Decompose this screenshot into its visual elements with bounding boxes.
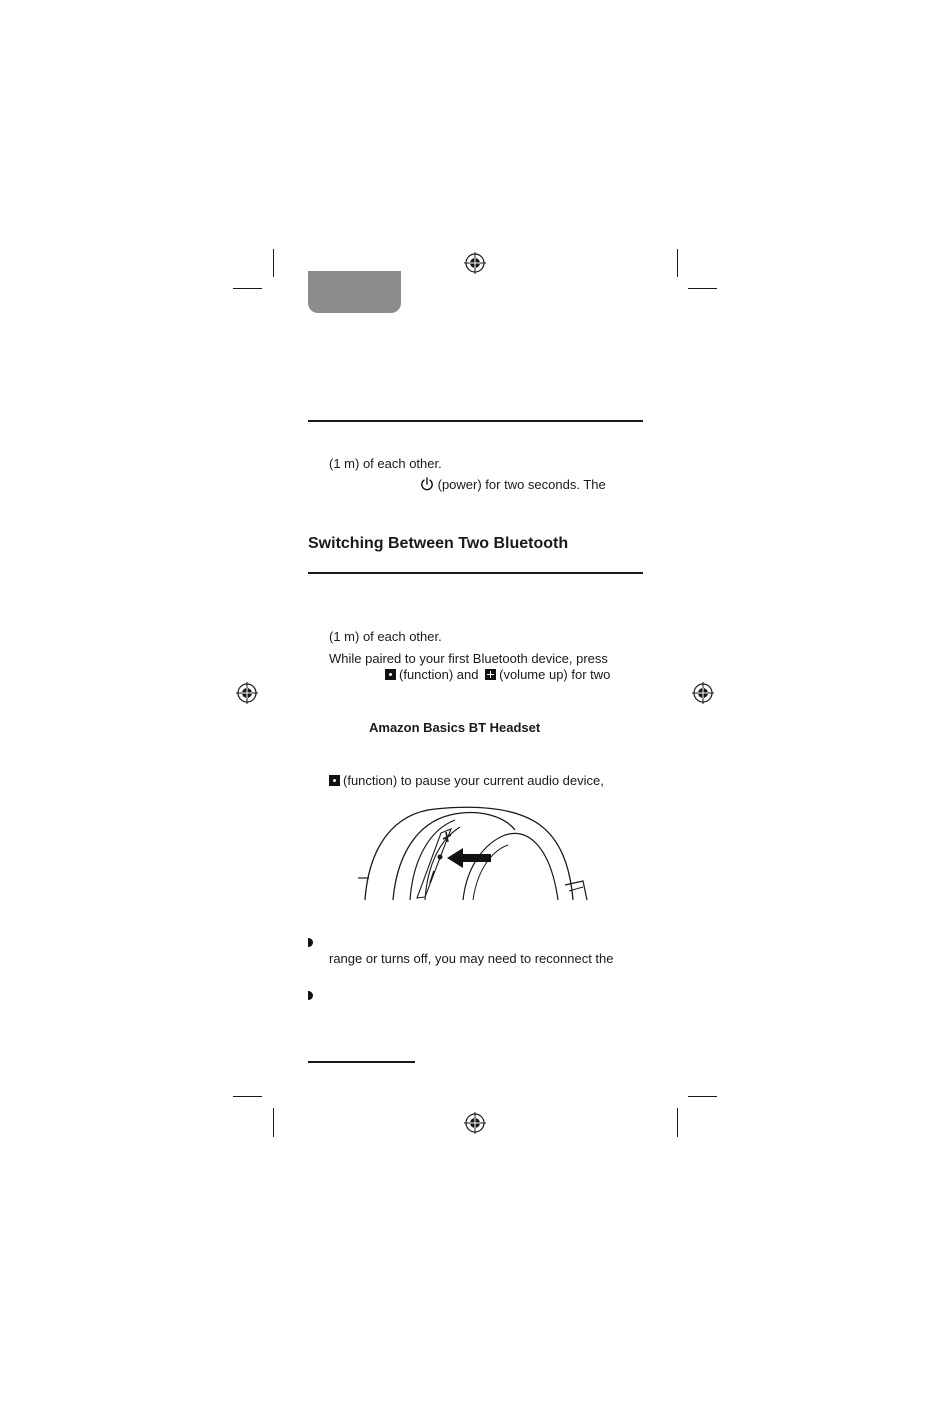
section-rule <box>308 572 643 574</box>
power-instruction: (power) for two seconds. The <box>437 477 606 492</box>
footer-rule <box>308 1061 415 1063</box>
page-tab <box>308 271 401 313</box>
body-text-line <box>329 773 604 789</box>
registration-mark-icon <box>464 1112 486 1134</box>
crop-mark <box>688 1096 717 1097</box>
body-text-line <box>385 667 610 683</box>
note-bullet-icon <box>308 938 313 947</box>
note-bullet-icon <box>308 991 313 1000</box>
volume-up-button-icon <box>485 669 496 680</box>
function-button-icon <box>385 669 396 680</box>
crop-mark <box>688 288 717 289</box>
registration-mark-icon <box>236 682 258 704</box>
crop-mark <box>233 288 262 289</box>
crop-mark <box>233 1096 262 1097</box>
function-pause-text: (function) to pause your current audio device, <box>343 773 604 788</box>
note-text-line: range or turns off, you may need to reconnect the <box>329 951 614 966</box>
headset-illustration <box>355 805 600 902</box>
crop-mark <box>677 1108 678 1137</box>
registration-mark-icon <box>464 252 486 274</box>
power-icon <box>420 477 434 491</box>
crop-mark <box>677 249 678 277</box>
volume-up-label: (volume up) for two <box>499 667 611 682</box>
section-heading: Switching Between Two Bluetooth <box>308 535 569 552</box>
registration-mark-icon <box>692 682 714 704</box>
body-text-line <box>420 477 606 493</box>
function-label: (function) and <box>399 667 479 682</box>
crop-mark <box>273 249 274 277</box>
body-text-line: (1 m) of each other. <box>329 629 442 644</box>
function-button-icon <box>329 775 340 786</box>
section-rule <box>308 420 643 422</box>
device-name: Amazon Basics BT Headset <box>369 720 541 735</box>
crop-mark <box>273 1108 274 1137</box>
body-text-line: (1 m) of each other. <box>329 456 442 471</box>
body-text-line: While paired to your first Bluetooth device, press <box>329 651 608 666</box>
